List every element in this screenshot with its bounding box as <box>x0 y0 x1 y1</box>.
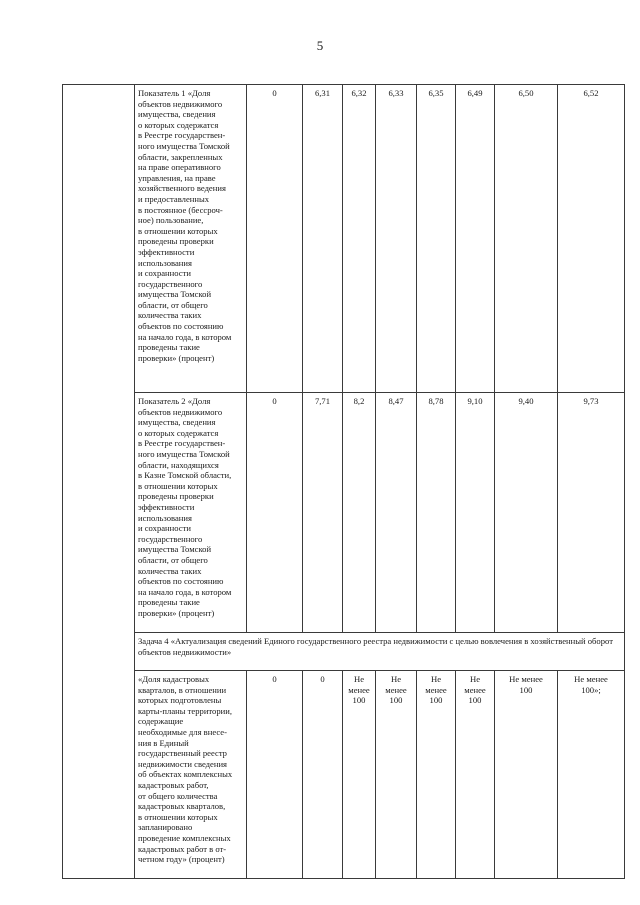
page-number: 5 <box>316 38 324 53</box>
value-cell: 8,78 <box>417 393 456 633</box>
table-row <box>63 393 625 633</box>
table-row <box>63 85 625 393</box>
value-cell: 8,2 <box>343 393 376 633</box>
indicator-description: «Доля кадастровых кварталов, в отношении которых подготовлены карты-планы территории, содержащие необходимые для внесе- ния в Единый государственный реестр недвижимости сведения об объектах комплексных кадастровых работ, от общего количества кадастровых кварталов, в отношении которых запланировано проведение комплексных кадастровых работ в от- четном году» (процент) <box>135 671 247 879</box>
value-cell: 6,31 <box>303 85 343 393</box>
value-cell: Не менее 100 <box>343 671 376 879</box>
value-cell: Не менее 100 <box>417 671 456 879</box>
value-cell: 0 <box>247 85 303 393</box>
value-cell: Не менее 100 <box>495 671 558 879</box>
value-cell: Не менее 100 <box>376 671 417 879</box>
value-cell: 9,10 <box>456 393 495 633</box>
indicators-table <box>62 84 625 879</box>
value-cell: 6,52 <box>558 85 625 393</box>
value-cell: 6,35 <box>417 85 456 393</box>
indicator-description: Показатель 1 «Доля объектов недвижимого имущества, сведения о которых содержатся в Реестре государствен- ного имущества Томской области, закрепленных на праве оперативного управления, на праве хозяйственного ведения и предоставленных в постоянное (бессроч- ное) пользование, в отношении которых проведены проверки эффективности использования и сохранности государственного имущества Томской области, от общего количества таких объектов по состоянию на начало года, в котором проведены такие проверки» (процент) <box>135 85 247 393</box>
value-cell: 0 <box>247 671 303 879</box>
task-heading: Задача 4 «Актуализация сведений Единого государственного реестра недвижимости с целью вовлечения в хозяйственный оборот объектов недвижимости» <box>135 633 625 671</box>
table-row <box>63 671 625 879</box>
merged-first-column <box>63 85 135 879</box>
value-cell: 6,32 <box>343 85 376 393</box>
value-cell: 9,73 <box>558 393 625 633</box>
value-cell: Не менее 100»; <box>558 671 625 879</box>
value-cell: 9,40 <box>495 393 558 633</box>
indicator-description: Показатель 2 «Доля объектов недвижимого имущества, сведения о которых содержатся в Реестре государствен- ного имущества Томской области, находящихся в Казне Томской области, в отношении которых проведены проверки эффективности использования и сохранности государственного имущества Томской области, от общего количества таких объектов по состоянию на начало года, в котором проведены такие проверки» (процент) <box>135 393 247 633</box>
value-cell: 0 <box>303 671 343 879</box>
value-cell: Не менее 100 <box>456 671 495 879</box>
value-cell: 7,71 <box>303 393 343 633</box>
value-cell: 6,49 <box>456 85 495 393</box>
value-cell: 6,33 <box>376 85 417 393</box>
value-cell: 6,50 <box>495 85 558 393</box>
value-cell: 0 <box>247 393 303 633</box>
value-cell: 8,47 <box>376 393 417 633</box>
table-row-task <box>63 633 625 671</box>
